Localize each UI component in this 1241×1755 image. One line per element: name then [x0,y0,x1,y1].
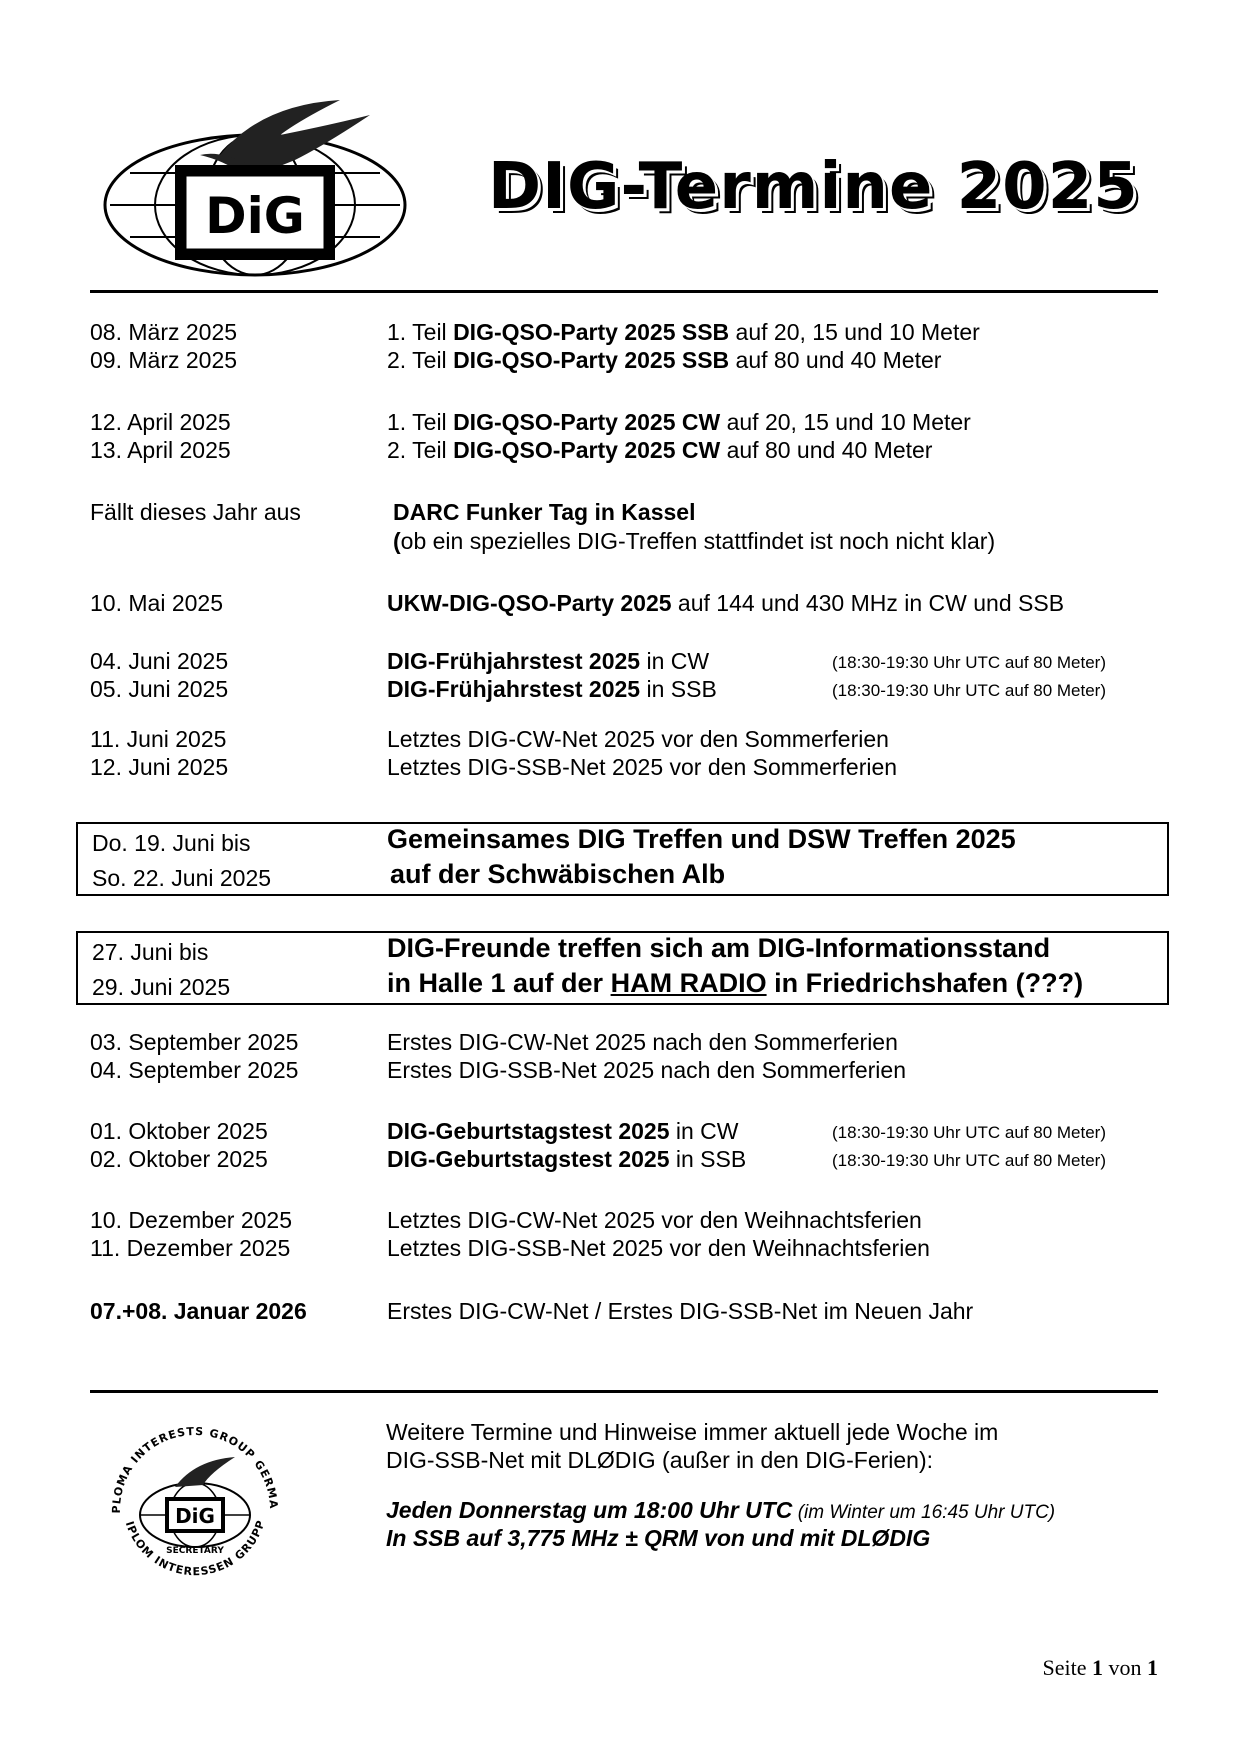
box2-date2: 29. Juni 2025 [92,974,231,1000]
event-date: 11. Juni 2025 [90,726,227,752]
event-date: 03. September 2025 [90,1029,299,1055]
event-date: Fällt dieses Jahr aus [90,499,301,525]
bottom-divider [90,1390,1158,1393]
event-date: 11. Dezember 2025 [90,1235,291,1261]
box2-date1: 27. Juni bis [92,939,209,965]
box1-date1: Do. 19. Juni bis [92,830,251,856]
box2-line1: DIG-Freunde treffen sich am DIG-Informationsstand [387,933,1051,963]
event-date: 01. Oktober 2025 [90,1118,268,1144]
event-box-meeting [76,822,1169,896]
event-description: Letztes DIG-SSB-Net 2025 vor den Weihnachtsferien [387,1235,930,1261]
seal-text-top: PLOMA INTERESTS GROUP GERMA [109,1424,281,1514]
footer-line4: In SSB auf 3,775 MHz ± QRM von und mit DLØDIG [386,1525,931,1551]
event-date: 10. Mai 2025 [90,590,223,616]
event-note: (18:30-19:30 Uhr UTC auf 80 Meter) [832,653,1107,672]
event-box-hamradio [76,931,1169,1005]
secretary-seal [95,1415,295,1590]
event-date: 09. März 2025 [90,347,238,373]
seal-logo-text: DiG [175,1504,215,1528]
dig-logo [100,95,410,280]
top-divider [90,290,1158,293]
event-date: 02. Oktober 2025 [90,1146,268,1172]
event-description: 2. Teil DIG-QSO-Party 2025 SSB auf 80 und 40 Meter [387,347,942,373]
event-description: Letztes DIG-SSB-Net 2025 vor den Sommerferien [387,754,898,780]
event-description: Erstes DIG-CW-Net / Erstes DIG-SSB-Net im Neuen Jahr [387,1298,974,1324]
event-date: 05. Juni 2025 [90,676,229,702]
event-note: (18:30-19:30 Uhr UTC auf 80 Meter) [832,1123,1107,1142]
event-date: 12. Juni 2025 [90,754,229,780]
event-description: DIG-Geburtstagstest 2025 in SSB [387,1146,747,1172]
logo-text: DiG [205,187,305,245]
box1-line2: auf der Schwäbischen Alb [390,859,726,889]
event-date: 12. April 2025 [90,409,231,435]
event-description: DARC Funker Tag in Kassel [393,499,696,525]
ham-radio-link[interactable]: HAM RADIO [610,968,767,998]
event-description: (ob ein spezielles DIG-Treffen stattfindet ist noch nicht klar) [393,528,996,554]
event-description: UKW-DIG-QSO-Party 2025 auf 144 und 430 MHz in CW und SSB [387,590,1065,616]
box1-date2: So. 22. Juni 2025 [92,865,272,891]
event-note: (18:30-19:30 Uhr UTC auf 80 Meter) [832,681,1107,700]
event-date: 04. September 2025 [90,1057,299,1083]
event-description: Erstes DIG-SSB-Net 2025 nach den Sommerferien [387,1057,907,1083]
event-description: DIG-Frühjahrstest 2025 in CW [387,648,710,674]
event-description: 1. Teil DIG-QSO-Party 2025 SSB auf 20, 15 und 10 Meter [387,319,980,345]
event-note: (18:30-19:30 Uhr UTC auf 80 Meter) [832,1151,1107,1170]
box1-line1: Gemeinsames DIG Treffen und DSW Treffen 2025 [387,824,1016,854]
seal-label: SECRETARY [166,1546,224,1556]
event-date: 10. Dezember 2025 [90,1207,293,1233]
footer-line2: DIG-SSB-Net mit DLØDIG (außer in den DIG-Ferien): [386,1447,934,1473]
page-title: DIG-Termine 2025 [488,150,1139,224]
event-date: 08. März 2025 [90,319,238,345]
event-description: DIG-Frühjahrstest 2025 in SSB [387,676,717,702]
footer-line1: Weitere Termine und Hinweise immer aktuell jede Woche im [386,1419,999,1445]
event-description: DIG-Geburtstagstest 2025 in CW [387,1118,739,1144]
footer-line3: Jeden Donnerstag um 18:00 Uhr UTC (im Winter um 16:45 Uhr UTC) [386,1497,1056,1523]
event-description: 1. Teil DIG-QSO-Party 2025 CW auf 20, 15 und 10 Meter [387,409,971,435]
event-date: 04. Juni 2025 [90,648,229,674]
event-description: Letztes DIG-CW-Net 2025 vor den Weihnachtsferien [387,1207,922,1233]
event-description: Letztes DIG-CW-Net 2025 vor den Sommerferien [387,726,889,752]
box2-line2: in Halle 1 auf der HAM RADIO in Friedrichshafen (???) [387,968,1084,998]
seal-text-bottom: IPLOM INTERESSEN GRUPP [122,1518,268,1579]
event-date: 13. April 2025 [90,437,231,463]
event-date: 07.+08. Januar 2026 [90,1298,307,1324]
event-description: 2. Teil DIG-QSO-Party 2025 CW auf 80 und 40 Meter [387,437,933,463]
page-number: Seite 1 von 1 [1042,1655,1158,1680]
event-description: Erstes DIG-CW-Net 2025 nach den Sommerferien [387,1029,898,1055]
